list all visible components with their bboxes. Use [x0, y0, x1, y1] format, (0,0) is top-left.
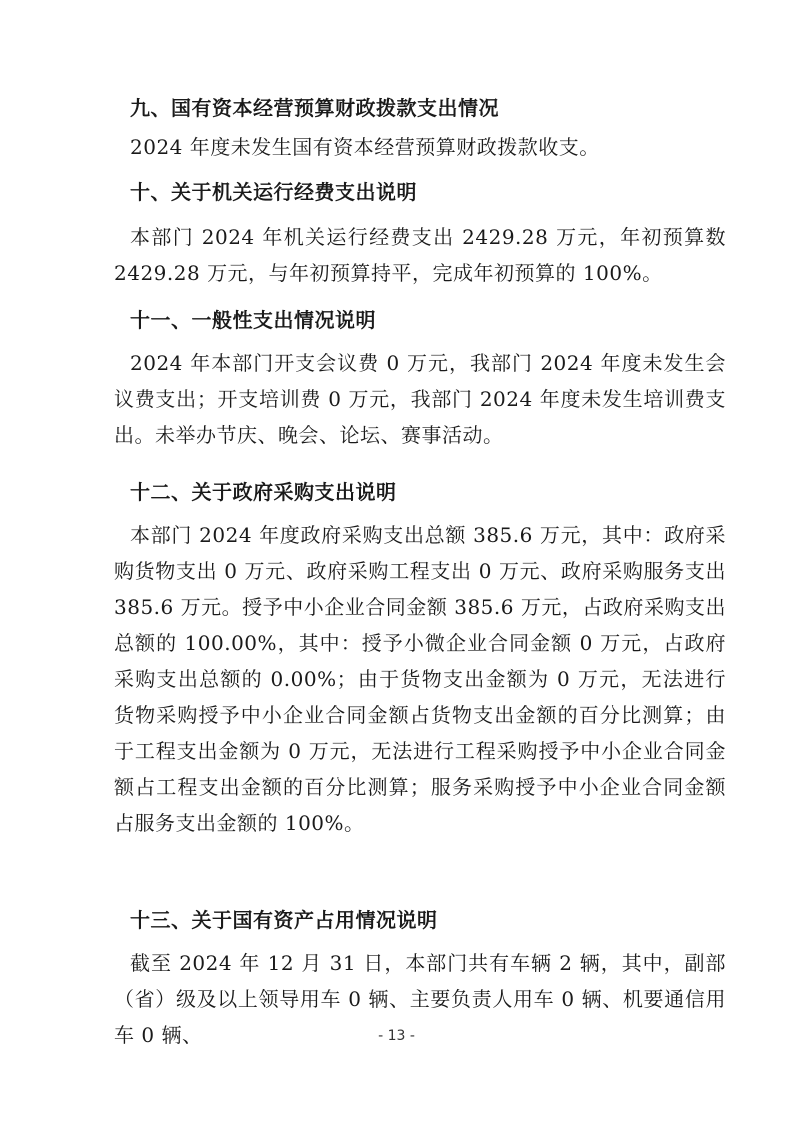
section-heading-9: 九、国有资本经营预算财政拨款支出情况	[130, 96, 499, 120]
section-11-paragraph: 2024 年本部门开支会议费 0 万元，我部门 2024 年度未发生会议费支出；开支培训费 0 万元，我部门 2024 年度未发生培训费支出。未举办节庆、晚会、论坛、赛事活动。	[114, 351, 726, 447]
section-10-paragraph: 本部门 2024 年机关运行经费支出 2429.28 万元，年初预算数 2429.28 万元，与年初预算持平，完成年初预算的 100%。	[114, 225, 726, 285]
section-13-paragraph: 截至 2024 年 12 月 31 日，本部门共有车辆 2 辆，其中，副部（省）级及以上领导用车 0 辆、主要负责人用车 0 辆、机要通信用车 0 辆、	[114, 951, 726, 1047]
page-number: - 13 -	[378, 1028, 415, 1044]
section-heading-12: 十二、关于政府采购支出说明	[130, 480, 397, 504]
section-12-paragraph: 本部门 2024 年度政府采购支出总额 385.6 万元，其中：政府采购货物支出 0 万元、政府采购工程支出 0 万元、政府采购服务支出 385.6 万元。授予中小企业合同金额 385.6 万元，占政府采购支出总额的 100.00%，其中：授予小微企业合同金额 0 万元，占政府采购支出总额的 0.00%；由于货物支出金额为 0 万元，无法进行货物采购授予中小企业合同金额占货物支出金额的百分比测算；由于工程支出金额为 0 万元，无法进行工程采购授予中小企业合同金额占工程支出金额的百分比测算；服务采购授予中小企业合同金额占服务支出金额的 100%。	[114, 523, 726, 835]
section-heading-11: 十一、一般性支出情况说明	[130, 308, 376, 332]
section-heading-13: 十三、关于国有资产占用情况说明	[130, 908, 438, 932]
section-9-paragraph: 2024 年度未发生国有资本经营预算财政拨款收支。	[130, 135, 600, 159]
section-heading-10: 十、关于机关运行经费支出说明	[130, 180, 417, 204]
